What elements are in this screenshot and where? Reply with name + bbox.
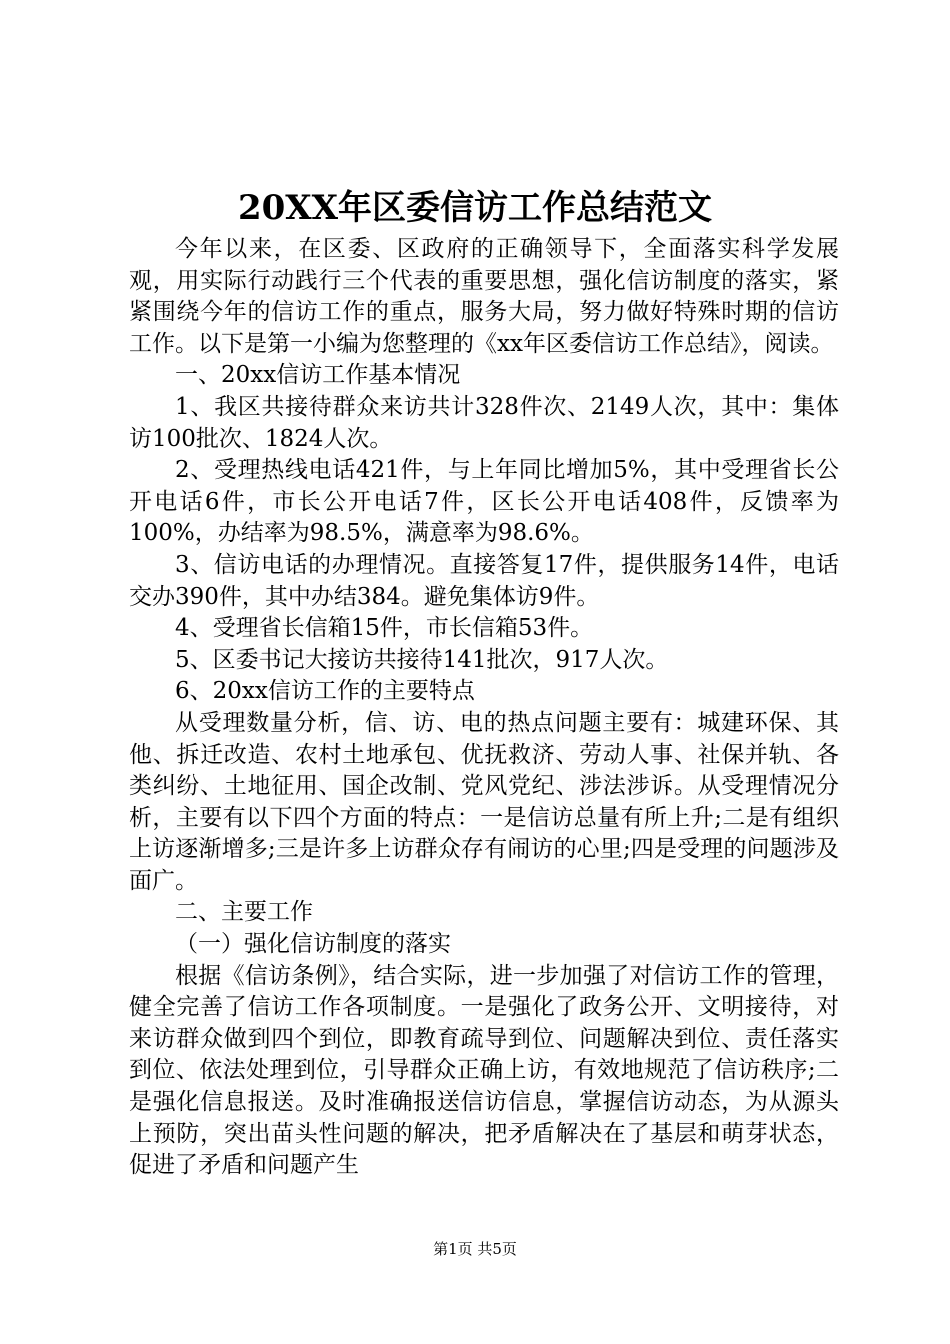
paragraph-regulations: 根据《信访条例》，结合实际，进一步加强了对信访工作的管理，健全完善了信访工作各项制度。一是强化了政务公开、文明接待，对来访群众做到四个到位，即教育疏导到位、问题解决到位、责任落实到位、依法处理到位，引导群众正确上访，有效地规范了信访秩序;二是强化信息报送。及时准确报送信访信息，掌握信访动态，为从源头上预防，突出苗头性问题的解决，把矛盾解决在了基层和萌芽状态，促进了矛盾和问题产生: [129, 962, 839, 1179]
section-heading-basic-situation: 一、20xx信访工作基本情况: [175, 362, 461, 389]
paragraph-item-6: 6、20xx信访工作的主要特点: [175, 678, 475, 705]
section-heading-main-work: 二、主要工作: [175, 899, 313, 926]
paragraph-item-2: 2、受理热线电话421件，与上年同比增加5%，其中受理省长公开电话6件，市长公开电话7件，区长公开电话408件，反馈率为100%，办结率为98.5%，满意率为98.6%。: [129, 457, 839, 547]
paragraph-analysis: 从受理数量分析，信、访、电的热点问题主要有：城建环保、其他、拆迁改造、农村土地承包、优抚救济、劳动人事、社保并轨、各类纠纷、土地征用、国企改制、党风党纪、涉法涉诉。从受理情况分析，主要有以下四个方面的特点：一是信访总量有所上升;二是有组织上访逐渐增多;三是许多上访群众存有闹访的心里;四是受理的问题涉及面广。: [129, 709, 839, 894]
paragraph-item-3: 3、信访电话的办理情况。直接答复17件，提供服务14件，电话交办390件，其中办结384。避免集体访9件。: [129, 551, 839, 610]
paragraph-item-1: 1、我区共接待群众来访共计328件次、2149人次，其中：集体访100批次、1824人次。: [129, 393, 839, 452]
document-body: [129, 234, 839, 1182]
paragraph-item-5: 5、区委书记大接访共接待141批次，917人次。: [175, 646, 669, 673]
paragraph-intro: 今年以来，在区委、区政府的正确领导下，全面落实科学发展观，用实际行动践行三个代表的重要思想，强化信访制度的落实，紧紧围绕今年的信访工作的重点，服务大局，努力做好特殊时期的信访工作。以下是第一小编为您整理的《xx年区委信访工作总结》，阅读。: [129, 236, 839, 357]
paragraph-item-4: 4、受理省长信箱15件，市长信箱53件。: [175, 615, 594, 642]
subsection-heading-1: （一）强化信访制度的落实: [175, 931, 451, 958]
page-number-footer: 第1页 共5页: [433, 1240, 517, 1258]
document-title: 20XX年区委信访工作总结范文: [237, 188, 713, 228]
